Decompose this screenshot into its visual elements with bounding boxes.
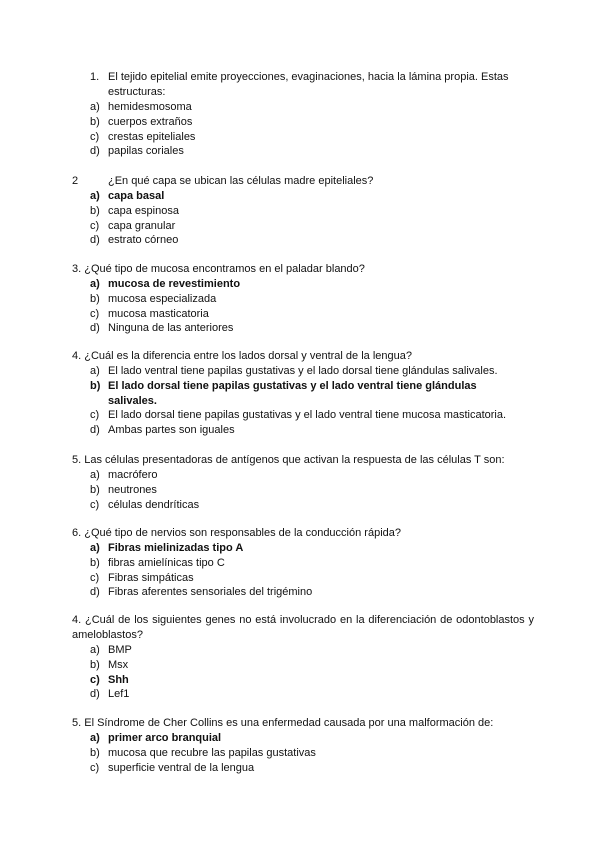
answer-option[interactable] <box>72 556 532 571</box>
option-label: c) <box>90 409 100 422</box>
option-text: Lef1 <box>108 688 130 701</box>
answer-option[interactable] <box>72 585 532 600</box>
answer-option[interactable] <box>72 100 532 115</box>
answer-option-correct[interactable] <box>72 189 532 204</box>
option-text: Fibras aferentes sensoriales del trigémino <box>108 586 313 599</box>
option-text: Shh <box>108 673 129 686</box>
option-label: d) <box>90 322 100 335</box>
option-text: crestas epiteliales <box>108 130 196 143</box>
question-3 <box>72 262 532 336</box>
answer-option-correct[interactable] <box>72 731 532 746</box>
option-label: d) <box>90 234 100 247</box>
option-label: d) <box>90 586 100 599</box>
option-text: El lado dorsal tiene papilas gustativas y el lado ventral tiene glándulas salivales. <box>108 379 477 407</box>
question-stem <box>72 70 532 100</box>
option-label: b) <box>90 658 100 671</box>
answer-option[interactable] <box>72 468 542 483</box>
option-text: mucosa especializada <box>108 292 217 305</box>
option-text: capa granular <box>108 219 176 232</box>
option-label: a) <box>90 190 100 202</box>
answer-option[interactable] <box>72 204 532 219</box>
question-6 <box>72 526 532 600</box>
answer-option[interactable] <box>72 321 532 336</box>
answer-option[interactable] <box>72 307 532 322</box>
option-label: c) <box>90 498 100 511</box>
option-label: b) <box>90 204 100 217</box>
answer-option[interactable] <box>72 423 542 438</box>
option-text: Fibras mielinizadas tipo A <box>108 542 244 554</box>
question-text: El tejido epitelial emite proyecciones, evaginaciones, hacia la lámina propia. Estas estructuras: <box>108 71 509 98</box>
option-label: a) <box>90 542 100 554</box>
answer-option[interactable] <box>72 498 542 513</box>
question-text: 5. Las células presentadoras de antígenos que activan la respuesta de las células T son: <box>72 454 505 466</box>
option-label: c) <box>90 673 100 686</box>
answer-option[interactable] <box>72 219 532 234</box>
answer-option-correct[interactable] <box>72 541 532 556</box>
question-1 <box>72 70 532 159</box>
option-text: mucosa que recubre las papilas gustativas <box>108 746 316 759</box>
option-text: Msx <box>108 658 129 671</box>
option-label: b) <box>90 483 100 496</box>
option-label: c) <box>90 219 100 232</box>
option-text: mucosa masticatoria <box>108 307 209 320</box>
option-label: a) <box>90 644 100 656</box>
question-text: 6. ¿Qué tipo de nervios son responsables de la conducción rápida? <box>72 527 401 539</box>
option-text: neutrones <box>108 483 157 496</box>
answer-option-correct[interactable] <box>72 673 534 688</box>
option-text: células dendríticas <box>108 498 200 511</box>
option-label: b) <box>90 115 100 128</box>
question-number: 1. <box>90 71 100 83</box>
option-label: c) <box>90 571 100 584</box>
option-text: estrato córneo <box>108 234 179 247</box>
option-label: c) <box>90 307 100 320</box>
answer-option-correct[interactable] <box>72 277 532 292</box>
question-text: 4. ¿Cuál es la diferencia entre los lados dorsal y ventral de la lengua? <box>72 350 412 362</box>
answer-option[interactable] <box>72 144 532 159</box>
answer-option[interactable] <box>72 571 532 586</box>
option-label: c) <box>90 761 100 774</box>
option-text: mucosa de revestimiento <box>108 278 241 290</box>
question-text: 3. ¿Qué tipo de mucosa encontramos en el paladar blando? <box>72 263 365 275</box>
question-text: 4. ¿Cuál de los siguientes genes no está involucrado en la diferenciación de odontoblastos y ameloblastos? <box>72 614 534 641</box>
option-label: b) <box>90 746 100 759</box>
option-text: macrófero <box>108 469 158 481</box>
answer-option[interactable] <box>72 761 532 776</box>
option-text: cuerpos extraños <box>108 115 193 128</box>
question-8 <box>72 716 532 775</box>
option-text: fibras amielínicas tipo C <box>108 556 225 569</box>
answer-option[interactable] <box>72 292 532 307</box>
answer-option[interactable] <box>72 483 542 498</box>
option-label: d) <box>90 688 100 701</box>
option-label: b) <box>90 379 101 392</box>
option-text: Fibras simpáticas <box>108 571 194 584</box>
option-label: a) <box>90 469 100 481</box>
answer-option[interactable] <box>72 408 542 423</box>
option-text: hemidesmosoma <box>108 101 192 113</box>
option-label: b) <box>90 556 100 569</box>
answer-option[interactable] <box>72 687 534 702</box>
option-text: Ambas partes son iguales <box>108 424 235 437</box>
answer-option[interactable] <box>72 658 534 673</box>
option-label: a) <box>90 101 100 113</box>
option-text: Ninguna de las anteriores <box>108 322 234 335</box>
answer-option[interactable] <box>72 643 534 658</box>
question-7 <box>72 613 534 702</box>
option-label: c) <box>90 130 100 143</box>
answer-option[interactable] <box>72 130 532 145</box>
option-label: b) <box>90 292 100 305</box>
option-label: d) <box>90 424 100 437</box>
option-text: BMP <box>108 644 132 656</box>
answer-option-correct[interactable] <box>72 379 542 409</box>
question-4 <box>72 349 542 438</box>
option-text: capa espinosa <box>108 204 179 217</box>
question-2 <box>72 174 532 248</box>
answer-option[interactable] <box>72 233 532 248</box>
question-text: 5. El Síndrome de Cher Collins es una enfermedad causada por una malformación de: <box>72 717 494 729</box>
option-text: superficie ventral de la lengua <box>108 761 255 774</box>
question-text: ¿En qué capa se ubican las células madre epiteliales? <box>108 175 374 187</box>
option-text: El lado dorsal tiene papilas gustativas y el lado ventral tiene mucosa masticatoria. <box>108 409 507 422</box>
option-text: El lado ventral tiene papilas gustativas y el lado dorsal tiene glándulas salivales. <box>108 365 498 377</box>
answer-option[interactable] <box>72 115 532 130</box>
option-text: primer arco branquial <box>108 732 222 744</box>
option-label: a) <box>90 732 100 744</box>
question-stem <box>72 174 532 189</box>
question-5 <box>72 453 542 512</box>
option-text: papilas coriales <box>108 145 184 158</box>
answer-option[interactable] <box>72 364 542 379</box>
option-label: d) <box>90 145 100 158</box>
option-label: a) <box>90 365 100 377</box>
option-text: capa basal <box>108 190 165 202</box>
answer-option[interactable] <box>72 746 532 761</box>
question-number: 2 <box>72 175 79 187</box>
option-label: a) <box>90 278 100 290</box>
